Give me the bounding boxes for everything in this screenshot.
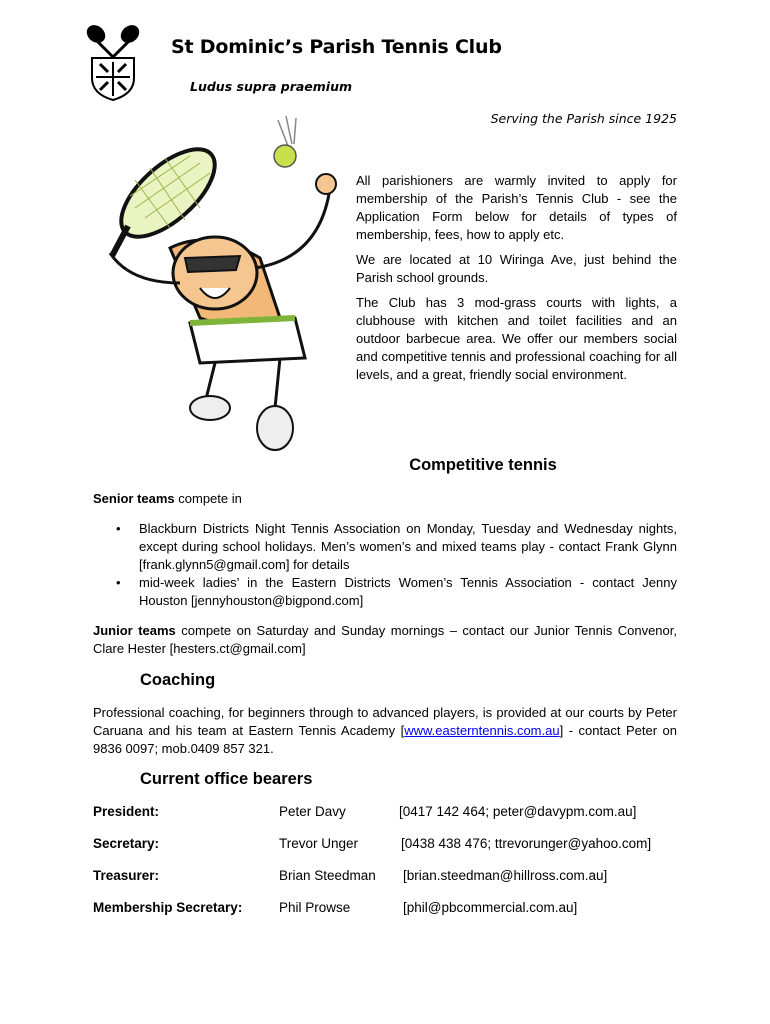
coaching-text-after: ] - contact Peter on 9836 0097; mob.0409 857 321.: [93, 723, 677, 756]
office-role: Membership Secretary:: [93, 900, 243, 915]
coaching-paragraph: [93, 704, 677, 758]
club-crest-logo: [82, 22, 144, 102]
competitive-heading-row: [0, 456, 770, 475]
office-row-treasurer: [93, 868, 693, 888]
office-row-membership-secretary: [93, 900, 693, 920]
coaching-text-before: Professional coaching, for beginners through to advanced players, is provided at our courts by Peter Caruana and his team at Eastern Tennis Academy [: [93, 705, 677, 738]
bullet-glyph: •: [116, 521, 121, 536]
senior-teams-line: [93, 490, 242, 508]
competition-list: [116, 520, 677, 610]
office-contact: [phil@pbcommercial.com.au]: [403, 900, 578, 915]
office-name: Trevor Unger: [279, 836, 359, 851]
office-row-secretary: [93, 836, 693, 856]
office-name: Brian Steedman: [279, 868, 376, 883]
office-contact: [0417 142 464; peter@davypm.com.au]: [399, 804, 637, 819]
eastern-tennis-link[interactable]: www.easterntennis.com.au: [404, 723, 560, 738]
junior-teams-label: Junior teams: [93, 623, 176, 638]
senior-teams-text: compete in: [174, 491, 242, 506]
list-item-text: mid-week ladies’ in the Eastern Districts Women’s Tennis Association - contact Jenny Houston [jennyhouston@bigpond.com]: [139, 575, 677, 608]
list-item: [116, 574, 677, 610]
office-contact: [brian.steedman@hillross.com.au]: [403, 868, 608, 883]
office-contact: [0438 438 476; ttrevorunger@yahoo.com]: [401, 836, 652, 851]
club-motto: Ludus supra praemium: [190, 79, 352, 94]
serving-since: Serving the Parish since 1925: [490, 111, 677, 126]
office-bearers-heading: Current office bearers: [140, 770, 313, 788]
intro-text: [356, 172, 677, 391]
office-role: President:: [93, 804, 160, 819]
office-name: Peter Davy: [279, 804, 346, 819]
junior-teams-text: compete on Saturday and Sunday mornings – contact our Junior Tennis Convenor, Clare Hester [hesters.ct@gmail.com]: [93, 623, 677, 656]
office-row-president: [93, 804, 693, 824]
intro-paragraph-3: The Club has 3 mod-grass courts with lights, a clubhouse with kitchen and toilet facilities and an outdoor barbecue area. We offer our members social and competitive tennis and professional coaching for all levels, and a great, friendly social environment.: [356, 295, 677, 382]
list-item: [116, 520, 677, 574]
list-item-text: Blackburn Districts Night Tennis Association on Monday, Tuesday and Wednesday nights, except during school holidays. Men’s women’s and mixed teams play - contact Frank Glynn [frank.glynn5@gmail.com] for details: [139, 521, 677, 572]
tennis-player-illustration: [90, 108, 345, 458]
coaching-heading: Coaching: [140, 671, 216, 689]
office-role: Secretary:: [93, 836, 160, 851]
intro-paragraph-1: All parishioners are warmly invited to apply for membership of the Parish’s Tennis Club - see the Application Form below for details of types of membership, fees, how to apply etc.: [356, 173, 677, 242]
junior-teams-paragraph: [93, 622, 677, 658]
intro-paragraph-2: We are located at 10 Wiringa Ave, just behind the Parish school grounds.: [356, 252, 677, 285]
shield-icon: [92, 58, 134, 100]
bullet-glyph: •: [116, 575, 121, 590]
senior-teams-label: Senior teams: [93, 491, 175, 506]
competitive-heading: Competitive tennis: [409, 456, 557, 474]
office-name: Phil Prowse: [279, 900, 351, 915]
tennis-ball-icon: [274, 116, 296, 167]
office-role: Treasurer:: [93, 868, 160, 883]
club-title: St Dominic’s Parish Tennis Club: [171, 36, 502, 58]
